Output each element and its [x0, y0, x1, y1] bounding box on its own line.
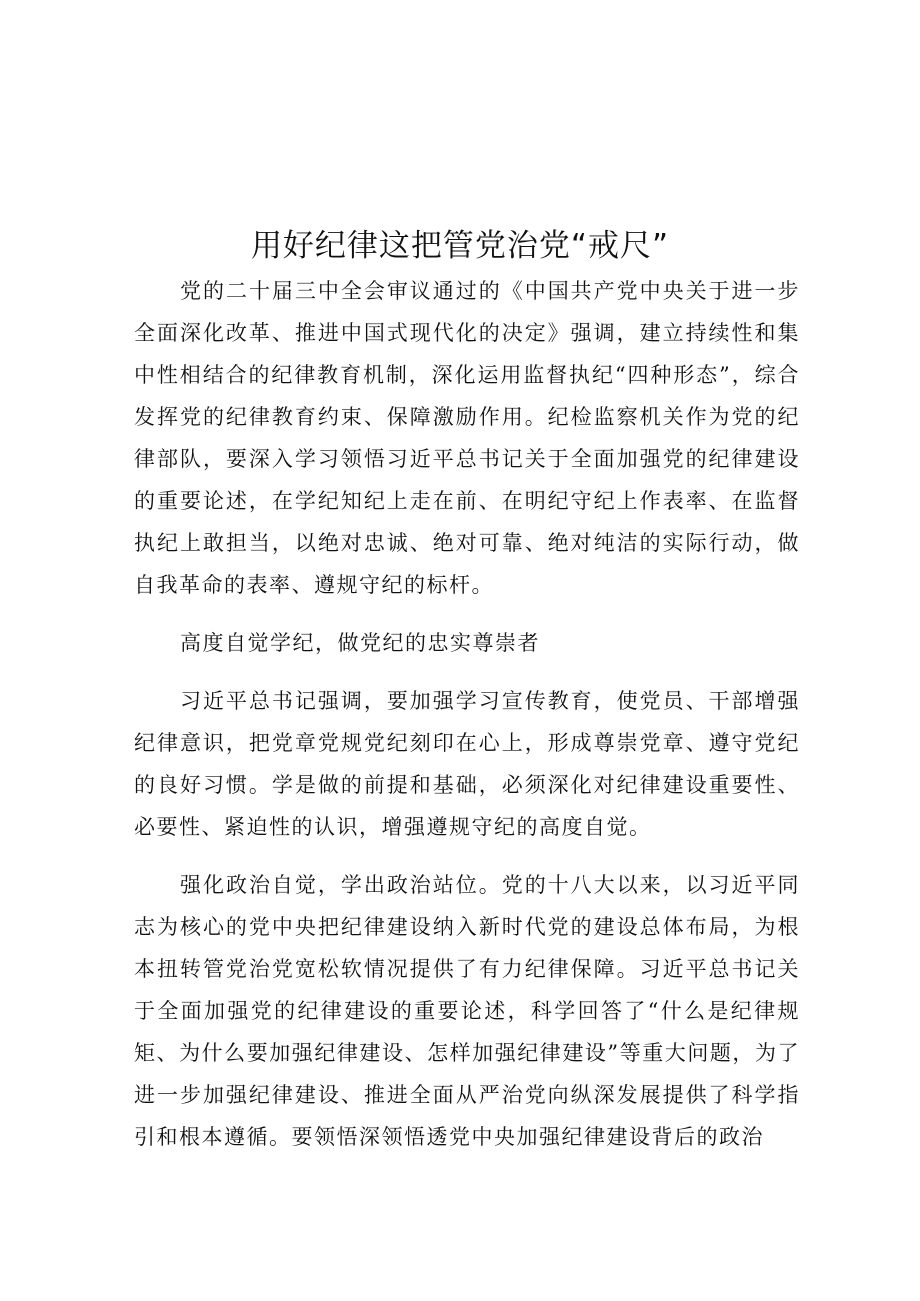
paragraph-intro: 党的二十届三中全会审议通过的《中国共产党中央关于进一步全面深化改革、推进中国式现代化的决定》强调，建立持续性和集中性相结合的纪律教育机制，深化运用监督执纪“四种形态”，综合发挥党的纪律教育约束、保障激励作用。纪检监察机关作为党的纪律部队，要深入学习领悟习近平总书记关于全面加强党的纪律建设的重要论述，在学纪知纪上走在前、在明纪守纪上作表率、在监督执纪上敢担当，以绝对忠诚、绝对可靠、绝对纯洁的实际行动，做自我革命的表率、遵规守纪的标杆。: [134, 279, 800, 597]
document-title: 用好纪律这把管党治党“戒尺”: [250, 228, 670, 264]
paragraph-study: 习近平总书记强调，要加强学习宣传教育，使党员、干部增强纪律意识，把党章党规党纪刻印在心上，形成尊崇党章、遵守党纪的良好习惯。学是做的前提和基础，必须深化对纪律建设重要性、必要性、紧迫性的认识，增强遵规守纪的高度自觉。: [134, 689, 800, 839]
paragraph-political: 强化政治自觉，学出政治站位。党的十八大以来，以习近平同志为核心的党中央把纪律建设纳入新时代党的建设总体布局，为根本扭转管党治党宽松软情况提供了有力纪律保障。习近平总书记关于全面加强党的纪律建设的重要论述，科学回答了“什么是纪律规矩、为什么要加强纪律建设、怎样加强纪律建设”等重大问题，为了进一步加强纪律建设、推进全面从严治党向纵深发展提供了科学指引和根本遵循。要领悟深领悟透党中央加强纪律建设背后的政治: [134, 873, 800, 1149]
section-heading: 高度自觉学纪，做党纪的忠实尊崇者: [180, 631, 540, 655]
document-body: [134, 270, 800, 1174]
